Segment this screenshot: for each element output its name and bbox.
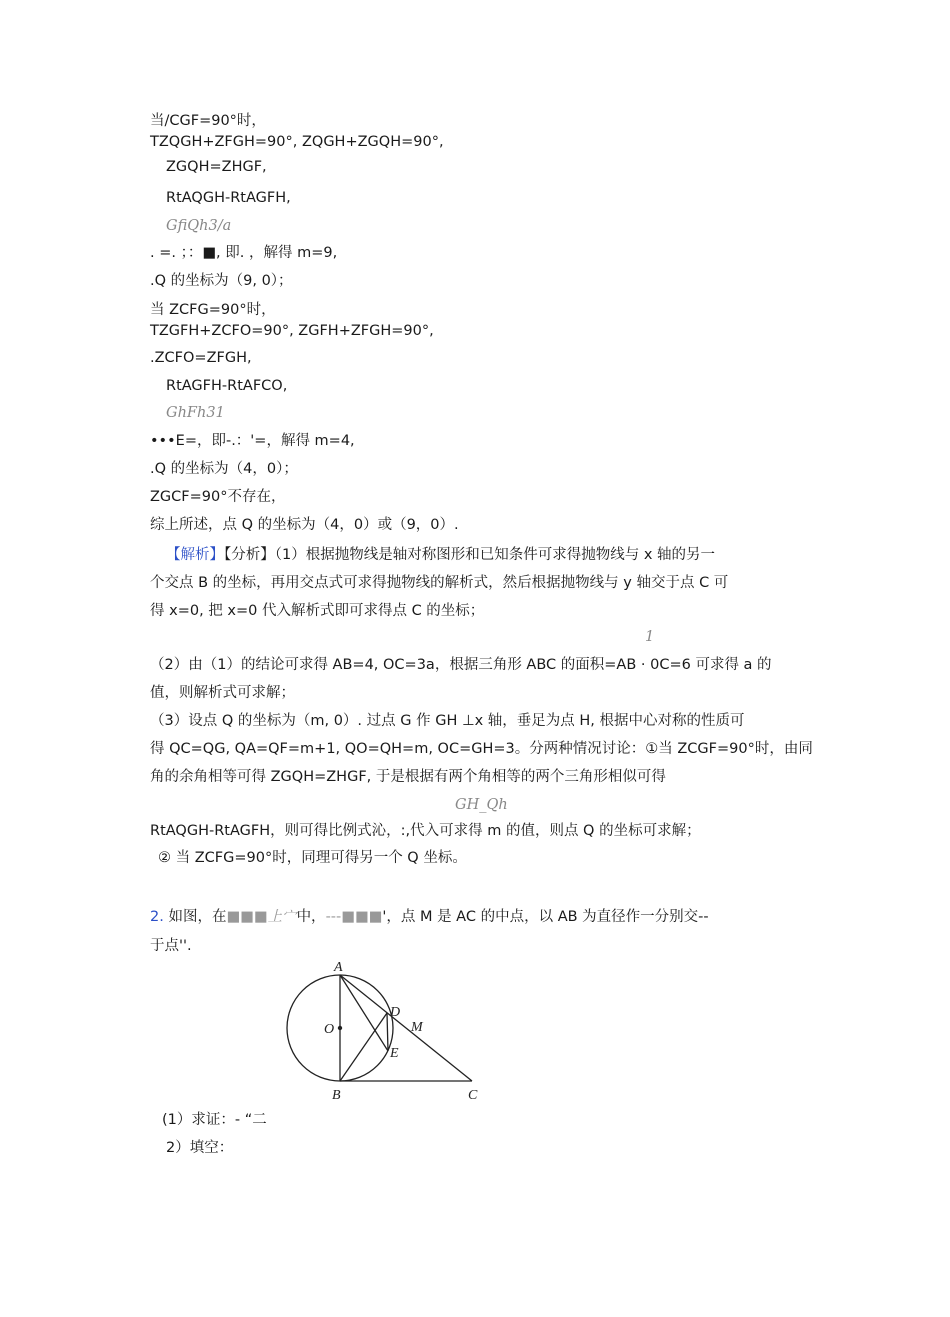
line-10: .ZCFO=ZFGH, [150, 350, 252, 366]
line-6: . =. ；：■, 即. ，解得 m=9, [150, 245, 338, 261]
analysis-line-8: 角的余角相等可得 ZGQH=ZHGF, 于是根据有两个角相等的两个三角形相似可得 [150, 769, 666, 785]
geometry-figure [282, 958, 492, 1108]
analysis-line-6: （3）设点 Q 的坐标为（m, 0）. 过点 G 作 GH ⊥x 轴，垂足为点 H, 根据中心对称的性质可 [150, 713, 745, 729]
line-11: RtAGFH-RtAFCO, [166, 378, 288, 394]
line-2: TZQGH+ZFGH=90°, ZQGH+ZGQH=90°, [150, 134, 444, 150]
question-2-part-1: (1）求证：- “二 [162, 1112, 267, 1128]
analysis-line-1 [166, 545, 715, 565]
q2-text-f: '，点 M 是 AC 的中点，以 AB 为直径作一分别交-- [382, 909, 709, 925]
label-e: E [390, 1046, 399, 1061]
center-point [338, 1026, 342, 1030]
q2-garbled-1: ■■■ [226, 909, 268, 925]
line-14: .Q 的坐标为（4，0）； [150, 461, 298, 477]
q2-text-a: 如图，在 [168, 909, 227, 925]
line-9: TZGFH+ZCFO=90°, ZGFH+ZFGH=90°, [150, 323, 434, 339]
label-b: B [332, 1088, 341, 1103]
label-m: M [411, 1020, 423, 1035]
question-2-line-2: 于点''. [150, 938, 192, 954]
line-1: 当/CGF=90°时， [150, 113, 266, 129]
analysis-line-3: 得 x=0, 把 x=0 代入解析式即可求得点 C 的坐标； [150, 603, 485, 619]
q2-garbled-2: 上宀 [267, 909, 297, 925]
analysis-line-10: ② 当 ZCFG=90°时，同理可得另一个 Q 坐标。 [158, 850, 467, 866]
analysis-line-9: RtAQGH-RtAGFH，则可得比例式沁，:,代入可求得 m 的值，则点 Q 的坐标可求解； [150, 823, 701, 839]
analysis-tag: 【解析】 [166, 547, 224, 563]
analysis-line-4: （2）由（1）的结论可求得 AB=4, OC=3a，根据三角形 ABC 的面积=AB · 0C=6 可求得 a 的 [150, 657, 772, 673]
segment-de [387, 1013, 388, 1051]
analysis-line-7: 得 QC=QG, QA=QF=m+1, QO=QH=m, OC=GH=3。分两种情况讨论：①当 ZCGF=90°时，由同 [150, 741, 813, 757]
line-15: ZGCF=90°不存在， [150, 489, 286, 505]
line-3: ZGQH=ZHGF, [166, 159, 267, 175]
q2-garbled-3: ---■■■ [325, 909, 383, 925]
analysis-line-5: 值，则解析式可求解； [150, 685, 295, 701]
line-13: •••E=，即-.：'=，解得 m=4, [150, 433, 355, 449]
line-16: 综上所述，点 Q 的坐标为（4，0）或（9，0）. [150, 517, 459, 533]
label-d: D [390, 1005, 401, 1020]
q2-text-d: 中， [296, 909, 326, 925]
label-c: C [468, 1088, 478, 1103]
analysis-line-2: 个交点 B 的坐标，再用交点式可求得抛物线的解析式，然后根据抛物线与 y 轴交于点 C 可 [150, 575, 729, 591]
question-number: 2. [150, 909, 164, 925]
label-o: O [324, 1022, 335, 1037]
segment-bd [340, 1013, 387, 1081]
line-4: RtAQGH-RtAGFH, [166, 190, 291, 206]
line-5-formula: GfiQh3/a [166, 218, 232, 234]
question-2-part-2: 2）填空： [166, 1140, 234, 1156]
line-7: .Q 的坐标为（9, 0）； [150, 273, 293, 289]
segment-ac [340, 975, 472, 1081]
question-2-line-1 [150, 907, 709, 927]
line-12-formula: GhFh31 [166, 405, 225, 421]
analysis-text: 【分析】（1）根据抛物线是轴对称图形和已知条件可求得抛物线与 x 轴的另一 [224, 547, 716, 563]
segment-ae [340, 975, 388, 1051]
label-a: A [334, 960, 343, 975]
line-8: 当 ZCFG=90°时， [150, 302, 276, 318]
fraction-numerator: 1 [645, 629, 655, 645]
ratio-formula: GH_Qh [455, 797, 508, 813]
